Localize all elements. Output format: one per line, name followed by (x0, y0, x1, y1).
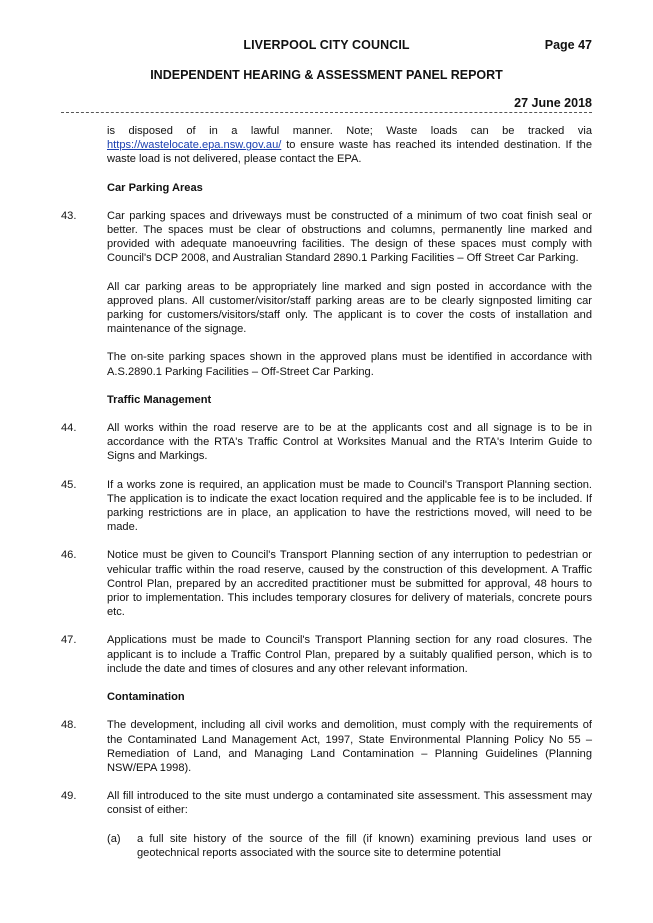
condition-43-paragraph-2: All car parking areas to be appropriately line marked and sign posted in accordance with the approved plans. All customer/visitor/staff parking areas are to be clearly signposted limiting car parking for customers/visitors/staff only. The applicant is to cover the costs of installation and maintenance of the signage. (107, 280, 592, 336)
waste-text-end: to ensure waste has reached its intended destination. If the waste load is not delivered, please contact the EPA. (107, 139, 592, 166)
condition-48 (61, 718, 592, 775)
condition-text: All fill introduced to the site must undergo a contaminated site assessment. This assessment may consist of either: (107, 790, 592, 817)
council-name: LIVERPOOL CITY COUNCIL (243, 38, 410, 52)
condition-text: Notice must be given to Council's Transport Planning section of any interruption to pedestrian or vehicular traffic within the road reserve, caused by the construction of this development. A Traffic Control Plan, prepared by an accredited practitioner must be submitted for approval, 48 hours to prior to implementation. This includes temporary closures for delivery of materials, concrete pours etc. (107, 549, 592, 619)
condition-number: 49. (61, 790, 77, 803)
waste-text-start: is disposed of in a lawful manner. Note; Waste loads can be tracked via (107, 125, 592, 137)
condition-text: The development, including all civil works and demolition, must comply with the requirements of the Contaminated Land Management Act, 1997, State Environmental Planning Policy No 55 – Remediation of Land, and Managing Land Contamination – Planning Guidelines (Planning NSW/EPA 1998). (107, 719, 592, 774)
condition-number: 43. (61, 209, 77, 222)
condition-47 (61, 633, 592, 676)
condition-number: 47. (61, 634, 77, 647)
condition-text: All works within the road reserve are to be at the applicants cost and all signage is to be in accordance with the RTA's Traffic Control at Worksites Manual and the RTA's Interim Guide to Signs and Markings. (107, 422, 592, 463)
condition-text: Applications must be made to Council's Transport Planning section for any road closures. The applicant is to include a Traffic Control Plan, prepared by a suitably qualified person, which is to include the date and times of closures and any other relevant information. (107, 634, 592, 675)
header-divider (61, 112, 592, 113)
condition-number: 46. (61, 549, 77, 562)
condition-text: If a works zone is required, an application must be made to Council's Transport Planning section. The application is to indicate the exact location required and the applicable fee is to be included. If parking restrictions are in place, an application to have the restrictions moved, will need to be made. (107, 478, 592, 534)
condition-44 (61, 421, 592, 464)
report-date: 27 June 2018 (514, 96, 592, 110)
condition-45 (61, 478, 592, 535)
condition-number: 44. (61, 422, 77, 435)
condition-46 (61, 548, 592, 619)
condition-43 (61, 209, 592, 266)
report-title: INDEPENDENT HEARING & ASSESSMENT PANEL REPORT (150, 68, 503, 82)
traffic-management-heading: Traffic Management (107, 393, 212, 406)
condition-43-paragraph-3: The on-site parking spaces shown in the approved plans must be identified in accordance with A.S.2890.1 Parking Facilities – Off-Street Car Parking. (107, 351, 592, 378)
condition-number: 48. (61, 719, 77, 732)
condition-text: Car parking spaces and driveways must be constructed of a minimum of two coat finish seal or better. The spaces must be clear of obstructions and columns, permanently line marked and provided with adequate manoeuvring facilities. The design of these spaces must comply with Council's DCP 2008, and Australian Standard 2890.1 Parking Facilities – Off Street Car Parking. (107, 209, 592, 265)
document-body (61, 124, 592, 860)
contamination-heading: Contamination (107, 691, 185, 704)
subitem-text: a full site history of the source of the fill (if known) examining previous land uses or geotechnical reports associated with the source site to determine potential (137, 832, 592, 859)
condition-49 (61, 789, 592, 817)
subitem-label: (a) (107, 832, 121, 845)
page-number: Page 47 (544, 38, 592, 52)
waste-paragraph (107, 124, 592, 167)
condition-49-subitem-a (107, 832, 592, 860)
car-parking-heading: Car Parking Areas (107, 181, 203, 194)
wastelocate-link[interactable]: https://wastelocate.epa.nsw.gov.au/ (107, 139, 282, 152)
condition-number: 45. (61, 478, 77, 491)
